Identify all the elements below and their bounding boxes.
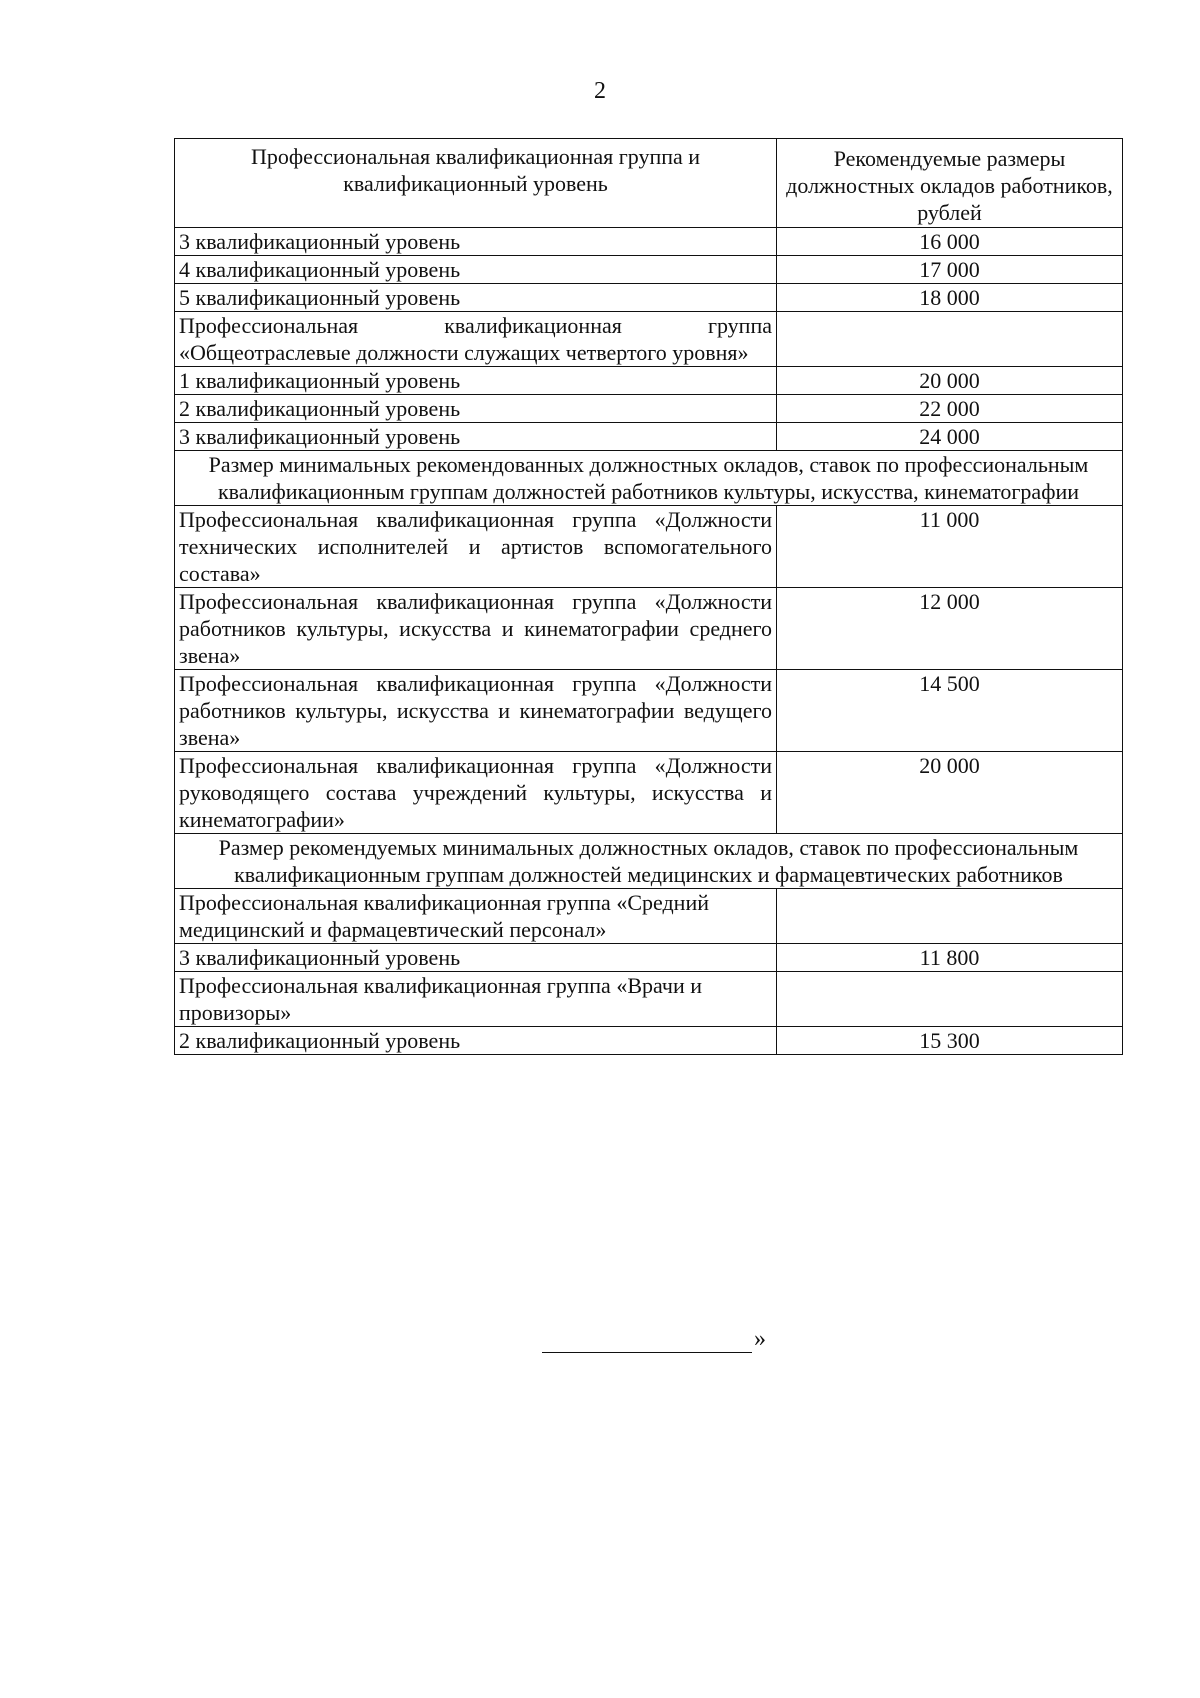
- salary-value: 14 500: [777, 670, 1123, 752]
- closing-quote-mark: [542, 1326, 766, 1353]
- level-label: 5 квалификационный уровень: [175, 284, 777, 312]
- salary-value: 12 000: [777, 588, 1123, 670]
- salary-value: 24 000: [777, 423, 1123, 451]
- section-heading-culture: Размер минимальных рекомендованных должностных окладов, ставок по профессиональным квалификационным группам должностей работников культуры, искусства, кинематографии: [175, 451, 1123, 506]
- table-row: [175, 367, 1123, 395]
- table-row: [175, 284, 1123, 312]
- section-heading-row: [175, 834, 1123, 889]
- group-label: Профессиональная квалификационная группа «Должности технических исполнителей и артистов вспомогательного состава»: [175, 506, 777, 588]
- group-label: Профессиональная квалификационная группа «Общеотраслевые должности служащих четвертого уровня»: [175, 312, 777, 367]
- level-label: 4 квалификационный уровень: [175, 256, 777, 284]
- salary-value: 16 000: [777, 228, 1123, 256]
- table-row: [175, 395, 1123, 423]
- table-row: [175, 588, 1123, 670]
- table-row: [175, 228, 1123, 256]
- table-header-row: [175, 139, 1123, 228]
- salary-value: 17 000: [777, 256, 1123, 284]
- page-number: 2: [594, 78, 606, 104]
- salary-value: 11 800: [777, 944, 1123, 972]
- closing-quote: »: [754, 1326, 766, 1352]
- level-label: 3 квалификационный уровень: [175, 944, 777, 972]
- group-label: Профессиональная квалификационная группа «Должности работников культуры, искусства и кинематографии среднего звена»: [175, 588, 777, 670]
- header-group-column: Профессиональная квалификационная группа и квалификационный уровень: [175, 139, 777, 228]
- salary-value: 18 000: [777, 284, 1123, 312]
- table-row: [175, 944, 1123, 972]
- salary-value: 20 000: [777, 752, 1123, 834]
- group-label: Профессиональная квалификационная группа «Должности руководящего состава учреждений культуры, искусства и кинематографии»: [175, 752, 777, 834]
- salary-value: 22 000: [777, 395, 1123, 423]
- salary-value: [777, 312, 1123, 367]
- group-label: Профессиональная квалификационная группа «Должности работников культуры, искусства и кинематографии ведущего звена»: [175, 670, 777, 752]
- level-label: 2 квалификационный уровень: [175, 395, 777, 423]
- salary-table: [174, 138, 1123, 1055]
- salary-value: 20 000: [777, 367, 1123, 395]
- salary-value: [777, 889, 1123, 944]
- salary-value: 11 000: [777, 506, 1123, 588]
- level-label: 3 квалификационный уровень: [175, 228, 777, 256]
- salary-value: [777, 972, 1123, 1027]
- table-row: [175, 256, 1123, 284]
- table-row: [175, 752, 1123, 834]
- table-row: [175, 670, 1123, 752]
- table-row: [175, 1027, 1123, 1055]
- group-label: Профессиональная квалификационная группа «Средний медицинский и фармацевтический персонал»: [175, 889, 777, 944]
- level-label: 1 квалификационный уровень: [175, 367, 777, 395]
- section-heading-row: [175, 451, 1123, 506]
- level-label: 3 квалификационный уровень: [175, 423, 777, 451]
- section-heading-medical: Размер рекомендуемых минимальных должностных окладов, ставок по профессиональным квалификационным группам должностей медицинских и фармацевтических работников: [175, 834, 1123, 889]
- salary-value: 15 300: [777, 1027, 1123, 1055]
- table-row: [175, 889, 1123, 944]
- table-row: [175, 423, 1123, 451]
- signature-line: [542, 1330, 752, 1353]
- group-label: Профессиональная квалификационная группа «Врачи и провизоры»: [175, 972, 777, 1027]
- level-label: 2 квалификационный уровень: [175, 1027, 777, 1055]
- header-salary-column: Рекомендуемые размеры должностных окладов работников, рублей: [777, 139, 1123, 228]
- table-row: [175, 972, 1123, 1027]
- table-row: [175, 506, 1123, 588]
- table-row: [175, 312, 1123, 367]
